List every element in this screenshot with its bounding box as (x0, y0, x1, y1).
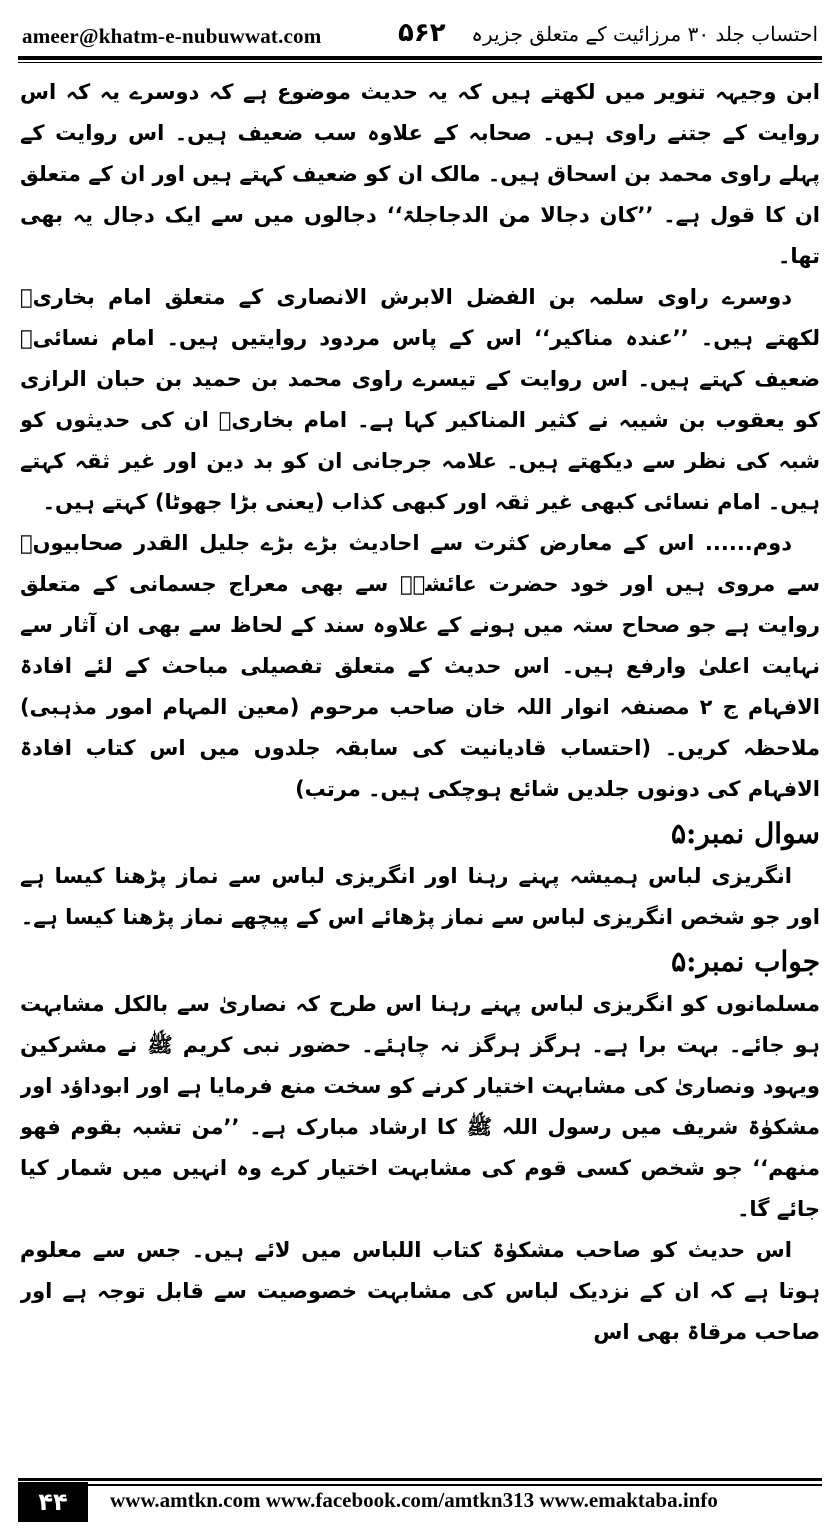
paragraph-2: دوسرے راوی سلمہ بن الفضل الابرش الانصاری کے متعلق امام بخاریؒ لکھتے ہیں۔ ’’عندہ مناکیر‘‘ اس کے پاس مردود روایتیں ہیں۔ امام نسائیؒ ضعیف کہتے ہیں۔ اس روایت کے تیسرے راوی محمد بن حمید بن حبان الرازی کو یعقوب بن شیبہ نے کثیر المناکیر کہا ہے۔ امام بخاریؒ ان کی حدیثوں کو شبہ کی نظر سے دیکھتے ہیں۔ علامہ جرجانی ان کو بد دین اور غیر ثقہ کہتے ہیں۔ امام نسائی کبھی غیر ثقہ اور کبھی کذاب (یعنی بڑا جھوٹا) کہتے ہیں۔ (20, 285, 820, 514)
footer-links: www.amtkn.com www.facebook.com/amtkn313 www.emaktaba.info (110, 1488, 718, 1512)
question-text: انگریزی لباس ہمیشہ پہنے رہنا اور انگریزی لباس سے نماز پڑھنا کیسا ہے اور جو شخص انگریزی لباس سے نماز پڑھائے اس کے پیچھے نماز پڑھنا کیسا ہے۔ (20, 864, 820, 929)
question-heading: سوال نمبر:۵ (670, 817, 820, 850)
header-page-number: ۵۶۲ (398, 18, 446, 48)
header-rule-thin (18, 62, 822, 63)
header-rule-thick (18, 56, 822, 60)
footer-rule-thin (18, 1484, 822, 1486)
answer-heading: جواب نمبر:۵ (671, 945, 820, 978)
page-footer (18, 1466, 822, 1526)
header-title: احتساب جلد ۳۰ مرزائیت کے متعلق جزیرہ (471, 22, 818, 46)
header-email: ameer@khatm-e-nubuwwat.com (22, 24, 322, 48)
answer-paragraph-1: مسلمانوں کو انگریزی لباس پہنے رہنا اس طرح کہ نصاریٰ سے بالکل مشابہت ہو جائے۔ بہت برا ہے۔ ہرگز ہرگز نہ چاہئے۔ حضور نبی کریم ﷺ نے مشرکین ویہود ونصاریٰ کی مشابہت اختیار کرنے کو سخت منع فرمایا ہے اور ابوداؤد اور مشکوٰۃ شریف میں رسول اللہ ﷺ کا ارشاد مبارک ہے۔ ’’من تشبہ بقوم فھو منھم‘‘ جو شخص کسی قوم کی مشابہت اختیار کرے وہ انہیں میں شمار کیا جائے گا۔ (20, 992, 820, 1221)
footer-rule-thick (18, 1478, 822, 1481)
paragraph-1: ابن وجیہہ تنویر میں لکھتے ہیں کہ یہ حدیث موضوع ہے کہ دوسرے یہ کہ اس روایت کے جتنے راوی ہیں۔ صحابہ کے علاوہ سب ضعیف ہیں۔ اس روایت کے پہلے راوی محمد بن اسحاق ہیں۔ مالک ان کو ضعیف کہتے ہیں اور ان کے متعلق ان کا قول ہے۔ ’’کان دجالا من الدجاجلۃ‘‘ دجالوں میں سے ایک دجال یہ بھی تھا۔ (20, 80, 820, 268)
answer-paragraph-2: اس حدیث کو صاحب مشکوٰۃ کتاب اللباس میں لائے ہیں۔ جس سے معلوم ہوتا ہے کہ ان کے نزدیک لباس کی مشابہت خصوصیت سے قابل توجہ ہے اور صاحب مرقاۃ بھی اس (20, 1238, 820, 1344)
footer-page-number: ۴۴ (18, 1482, 88, 1522)
paragraph-3: دوم...... اس کے معارض کثرت سے احادیث بڑے بڑے جلیل القدر صحابیوںؓ سے مروی ہیں اور خود حضرت عائشہؓ سے بھی معراج جسمانی کے متعلق روایت ہے جو صحاح ستہ میں ہونے کے علاوہ سند کے لحاظ سے بھی ان آثار سے نہایت اعلیٰ وارفع ہیں۔ اس حدیث کے متعلق تفصیلی مباحث کے لئے افادۃ الافہام ج ۲ مصنفہ انوار اللہ خان صاحب مرحوم (معین المہام امور مذہبی) ملاحظہ کریں۔ (احتساب قادیانیت کی سابقہ جلدوں میں اس کتاب افادۃ الافہام کی دونوں جلدیں شائع ہوچکی ہیں۔ مرتب) (20, 531, 820, 801)
page-body (20, 72, 820, 1454)
page-header (18, 14, 822, 54)
